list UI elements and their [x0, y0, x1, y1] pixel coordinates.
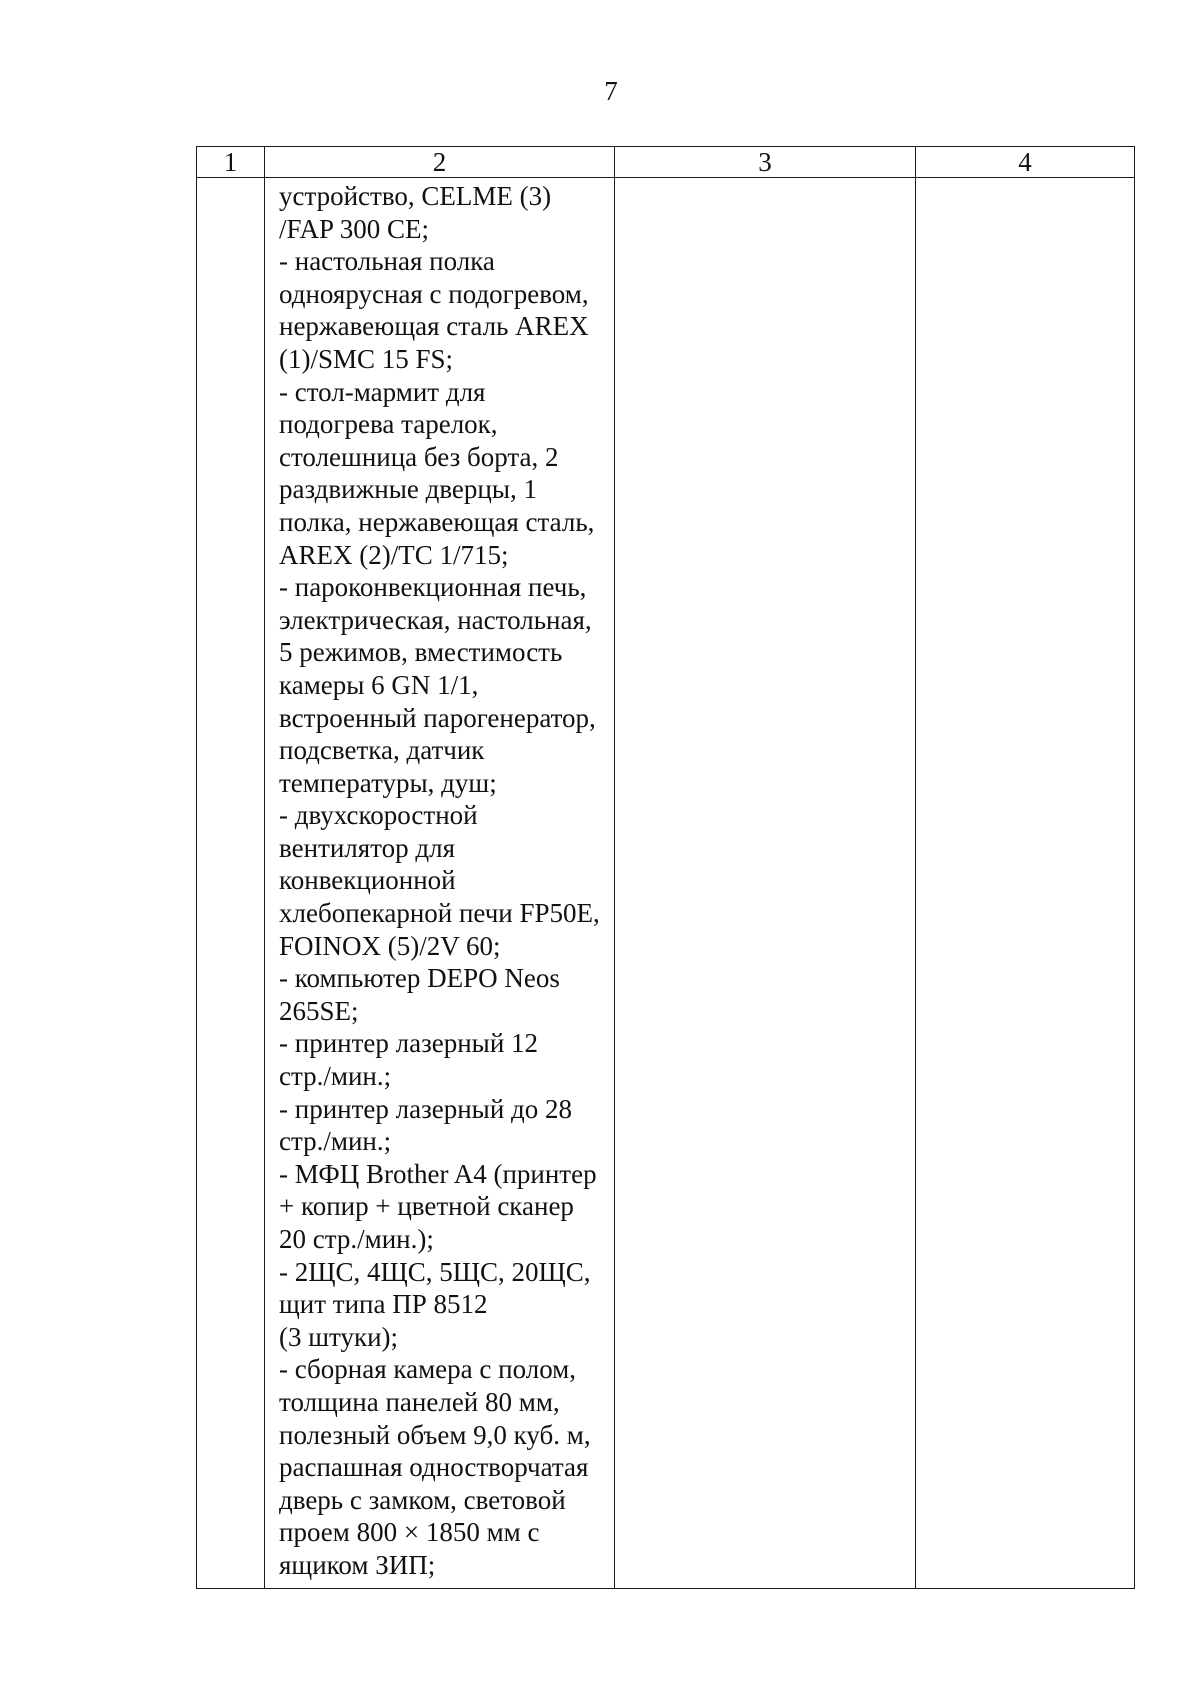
cell-col-4 — [916, 178, 1135, 1589]
cell-col-2 — [265, 178, 615, 1589]
column-header-4: 4 — [916, 147, 1135, 178]
cell-col-1 — [197, 178, 265, 1589]
description-line: - пароконвекционная печь, — [279, 572, 587, 603]
column-header-3: 3 — [615, 147, 916, 178]
description-line: AREX (2)/TC 1/715; — [279, 539, 509, 570]
description-line: раздвижные дверцы, 1 — [279, 474, 537, 505]
description-line: подсветка, датчик — [279, 735, 485, 766]
column-header-2: 2 — [265, 147, 615, 178]
description-line: электрическая, настольная, — [279, 604, 592, 635]
description-line: дверь с замком, световой — [279, 1484, 566, 1515]
description-line: щит типа ПР 8512 — [279, 1289, 488, 1320]
description-line: конвекционной — [279, 865, 456, 896]
description-line: - компьютер DEPO Neos — [279, 963, 560, 994]
description-line: (1)/SMC 15 FS; — [279, 343, 454, 374]
description-line: стр./мин.; — [279, 1061, 392, 1092]
description-line: - стол-мармит для — [279, 376, 486, 407]
description-line: устройство, CELME (3) — [279, 181, 552, 211]
description-line: хлебопекарной печи FP50E, — [279, 898, 600, 929]
description-line: столешница без борта, 2 — [279, 441, 559, 472]
description-line: стр./мин.; — [279, 1126, 392, 1157]
description-line: полка, нержавеющая сталь, — [279, 506, 595, 537]
description-line: распашная одностворчатая — [279, 1452, 589, 1483]
description-line: вентилятор для — [279, 832, 455, 863]
description-line: - двухскоростной — [279, 800, 478, 831]
description-line: FOINOX (5)/2V 60; — [279, 930, 501, 961]
description-line: одноярусная с подогревом, — [279, 278, 589, 309]
equipment-table — [196, 146, 1135, 1589]
description-line: (3 штуки); — [279, 1321, 399, 1352]
description-line: температуры, душ; — [279, 767, 497, 798]
description-line: - принтер лазерный 12 — [279, 1028, 539, 1059]
description-line: проем 800 × 1850 мм с — [279, 1517, 540, 1548]
description-line: - сборная камера с полом, — [279, 1354, 577, 1385]
description-line: 5 режимов, вместимость — [279, 637, 563, 668]
cell-col-3 — [615, 178, 916, 1589]
description-line: полезный объем 9,0 куб. м, — [279, 1419, 591, 1450]
description-line: встроенный парогенератор, — [279, 702, 596, 733]
description-line: + копир + цветной сканер — [279, 1191, 574, 1222]
description-line: 265SE; — [279, 995, 359, 1026]
page-number: 7 — [604, 76, 618, 106]
table-header-row — [197, 147, 1135, 178]
equipment-description — [265, 178, 614, 1582]
description-line: толщина панелей 80 мм, — [279, 1386, 560, 1417]
description-line: - МФЦ Brother A4 (принтер — [279, 1158, 597, 1189]
description-line: подогрева тарелок, — [279, 409, 498, 440]
table-row — [197, 178, 1135, 1589]
description-line: - 2ЩС, 4ЩС, 5ЩС, 20ЩС, — [279, 1256, 591, 1287]
description-line: камеры 6 GN 1/1, — [279, 669, 479, 700]
description-line: нержавеющая сталь AREX — [279, 311, 589, 342]
description-line: /FAP 300 CE; — [279, 213, 430, 244]
description-line: 20 стр./мин.); — [279, 1224, 434, 1254]
description-line: ящиком ЗИП; — [279, 1549, 436, 1580]
column-header-1: 1 — [197, 147, 265, 178]
description-line: - принтер лазерный до 28 — [279, 1093, 573, 1124]
description-line: - настольная полка — [279, 246, 495, 277]
